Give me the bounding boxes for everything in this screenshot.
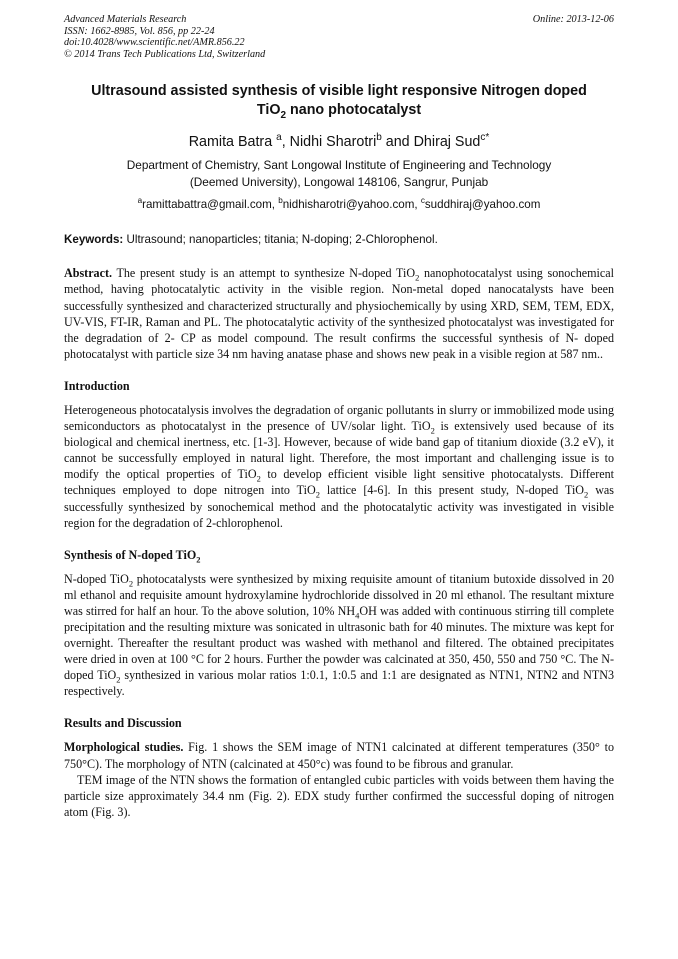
copyright: © 2014 Trans Tech Publications Ltd, Switzerland [64, 48, 266, 60]
journal-header [64, 14, 614, 60]
email-mark: a [137, 196, 143, 206]
email: ramittabattra@gmail.com, [142, 198, 279, 212]
author-name: and Dhiraj Sud [381, 134, 481, 151]
email: suddhiraj@yahoo.com [424, 198, 541, 212]
body-text: N-doped TiO [64, 571, 129, 586]
results-heading: Results and Discussion [64, 716, 182, 731]
subscript: 4 [355, 610, 360, 621]
body-text: lattice [4-6]. In this present study, N-doped TiO [319, 483, 585, 498]
affiliation-line: Department of Chemistry, Sant Longowal Institute of Engineering and Technology [126, 158, 552, 173]
keywords-text: Ultrasound; nanoparticles; titania; N-doping; 2-Chlorophenol. [123, 233, 438, 247]
keywords-label: Keywords: [64, 233, 124, 247]
tem-paragraph: TEM image of the NTN shows the formation of entangled cubic particles with voids between them having the particle size approximately 34.4 nm (Fig. 2). EDX study further confirmed the successful doping of nitrogen atom (Fig. 3). [64, 772, 614, 819]
morphology-paragraph [64, 739, 614, 771]
subscript: 2 [415, 272, 420, 283]
subscript: 2 [584, 489, 589, 500]
title-text: TiO [256, 102, 281, 119]
online-date: Online: 2013-12-06 [532, 14, 614, 25]
body-text: OH was added with continuous stirring till complete precipitation and the resulting mixture was sonicated in ultrasonic bath for 40 minutes. The mixture was kept for overnight. Thereafter the resultant product was washed with methanol and filtered. The obtained precipitates were dried in oven at 100 °C for 2 hours. Further the powder was calcinated at 350, 450, 550 and 750 °C. The N-doped TiO [64, 603, 615, 683]
synthesis-heading [64, 547, 614, 563]
abstract-label: Abstract. [64, 266, 113, 281]
title-line-2 [64, 101, 614, 120]
email: nidhisharotri@yahoo.com, [282, 198, 421, 212]
author-emails [64, 198, 614, 211]
subscript: 2 [430, 425, 435, 436]
email-mark: b [278, 196, 283, 206]
author-mark: b [376, 132, 382, 144]
morphology-label: Morphological studies. [64, 740, 184, 755]
paper-page [64, 14, 614, 820]
title-text: nano photocatalyst [286, 102, 422, 119]
title-line-1: Ultrasound assisted synthesis of visible light responsive Nitrogen doped [91, 83, 587, 100]
subscript: 2 [315, 489, 320, 500]
body-text: Fig. 1 shows the SEM image of NTN1 calcinated at different temperatures (350° to 750°C). The morphology of NTN (calcinated at 450°c) was found to be fibrous and granular. [64, 740, 614, 771]
body-text: synthesized in various molar ratios 1:0.1, 1:0.5 and 1:1 are designated as NTN1, NTN2 and NTN3 respectively. [64, 668, 615, 699]
affiliation [64, 157, 614, 191]
synthesis-paragraph [64, 571, 614, 700]
subscript: 2 [196, 554, 201, 565]
author-name: , Nidhi Sharotri [281, 134, 377, 151]
paper-title [64, 82, 614, 120]
author-list [64, 134, 614, 150]
introduction-heading: Introduction [64, 378, 130, 393]
abstract-text: nanophotocatalyst using sonochemical method, having photocatalytic activity in the visible region. Non-metal doped nanocatalysts have been successfully synthesized and characterized structurally and physiochemically by using XRD, SEM, TEM, EDX, UV-VIS, FT-IR, Raman and PL. The photocatalytic activity of the synthesized photocatalyst was investigated for the degradation of 2- CP as model compound. The result confirms the successful synthesis of N- doped photocatalyst with particle size 34 nm having anatase phase and shows new peak in a visible region at 587 nm.. [64, 266, 614, 361]
author-name: Ramita Batra [188, 134, 277, 151]
issn: ISSN: 1662-8985, Vol. 856, pp 22-24 [64, 25, 215, 37]
body-text: was successfully synthesized by sonochemical method and the photocatalytic activity was investigated in visible region for the degradation of 2-chlorophenol. [64, 483, 614, 530]
keywords [64, 233, 614, 246]
body-text: Heterogeneous photocatalysis involves the degradation of organic pollutants in slurry or immobilized mode using semiconductors as photocatalyst in the presence of UV/solar light. TiO [64, 402, 614, 434]
introduction-paragraph [64, 402, 614, 531]
journal-name: Advanced Materials Research [64, 14, 187, 25]
email-mark: c [420, 196, 425, 206]
body-text: to develop efficient visible light sensitive photocatalysts. Different techniques employed to dope nitrogen into TiO [64, 467, 614, 498]
title-subscript: 2 [280, 110, 287, 122]
affiliation-line: (Deemed University), Longowal 148106, Sangrur, Punjab [189, 175, 489, 190]
abstract-text: The present study is an attempt to synthesize N-doped TiO [112, 266, 416, 281]
subscript: 2 [116, 674, 121, 685]
body-text: is extensively used because of its biological and chemical inertness, etc. [1-3]. However, because of wide band gap of titanium dioxide (3.2 eV), it cannot be successfully employed in natural light. Therefore, the most important and challenging issue is to modify the optical properties of TiO [64, 419, 614, 482]
subscript: 2 [128, 578, 134, 589]
subscript: 2 [256, 473, 261, 484]
body-text: photocatalysts were synthesized by mixing requisite amount of titanium butoxide dissolved in 20 ml ethanol and requisite amount hydroxylamine hydrochloride dissolved in 20 ml ethanol. The resultant mixture was stirred for half an hour. To the above solution, 10% NH [64, 571, 614, 618]
author-mark: a [276, 132, 282, 144]
abstract [64, 265, 614, 362]
author-mark: c* [480, 132, 490, 144]
doi: doi:10.4028/www.scientific.net/AMR.856.22 [64, 37, 245, 49]
heading-text: Synthesis of N-doped TiO [64, 547, 197, 562]
